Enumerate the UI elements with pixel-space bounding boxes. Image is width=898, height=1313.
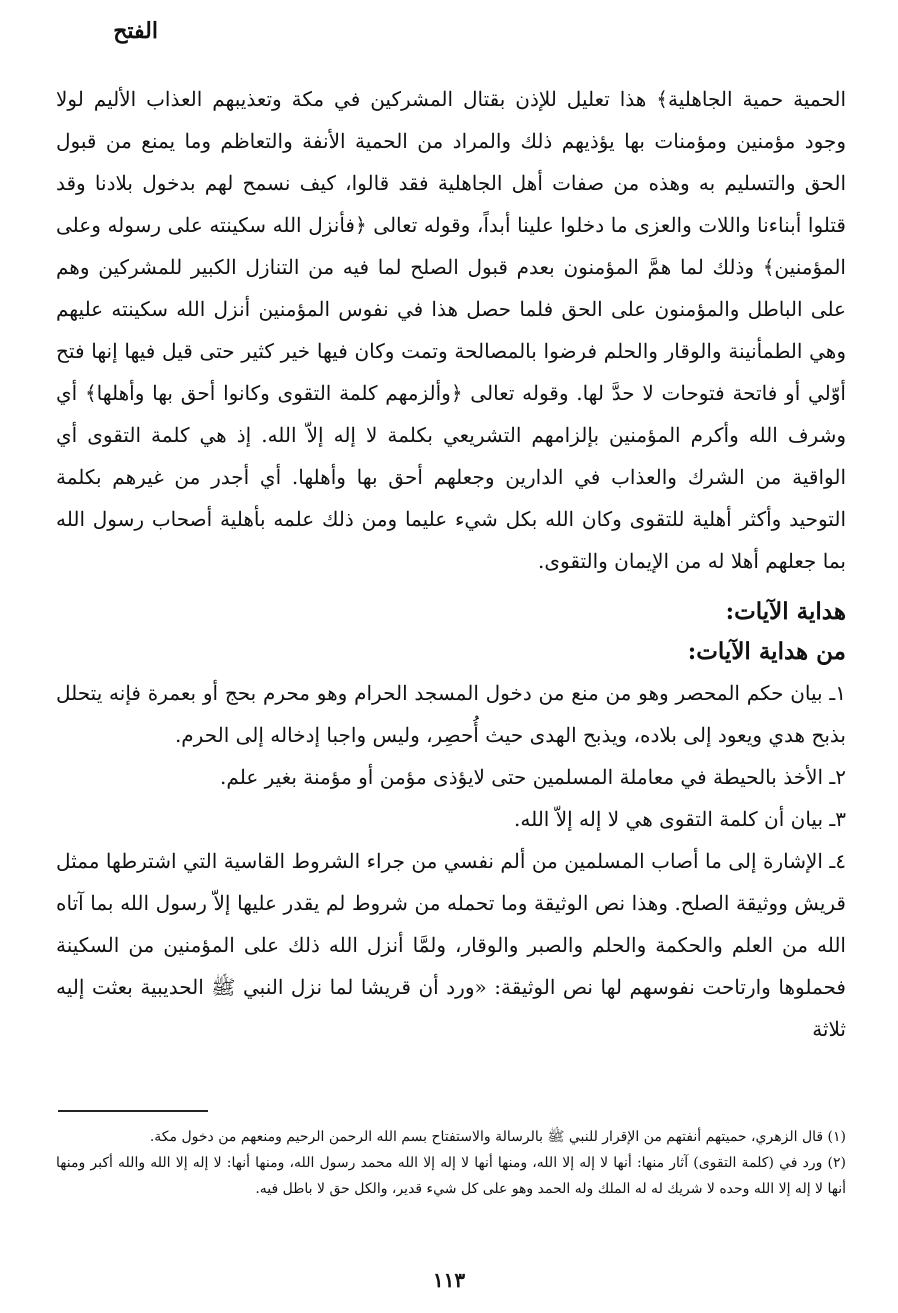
running-title: الفتح bbox=[113, 18, 158, 44]
footnote-2: (٢) ورد في (كلمة التقوى) آثار منها: أنها لا إله إلا الله، ومنها أنها لا إله إلا الله محمد رسول الله، ومنها أنها: لا إله إلا الله والله أكبر ومنها أنها لا إله إلا الله وحده لا شريك له له الملك وله الحمد وهو على كل شيء قدير، والكل حق لا باطل فيه. bbox=[56, 1155, 846, 1197]
guidance-item-4: ٤ـ الإشارة إلى ما أصاب المسلمين من ألم نفسي من جراء الشروط القاسية التي اشترطها ممثل قريش ووثيقة الصلح. وهذا نص الوثيقة وما تحمله من شروط لم يقدر عليها إلاّ رسول الله بما آتاه الله من العلم والحكمة والحلم والصبر والوقار، ولمَّا أنزل الله ذلك على المؤمنين من السكينة فحملوها وارتاحت نفوسهم لها نص الوثيقة: «ورد أن قريشا لما نزل النبي ﷺ الحديبية بعثت إليه ثلاثة bbox=[56, 849, 846, 1041]
section-heading-guidance: هداية الآيات: bbox=[725, 598, 846, 625]
guidance-item-1: ١ـ بيان حكم المحصر وهو من منع من دخول المسجد الحرام وهو محرم بحج أو بعمرة فإنه يتحلل بذبح هدي ويعود إلى بلاده، ويذبح الهدى حيث أُحصِر، وليس واجبا إدخاله إلى الحرم. bbox=[56, 681, 846, 747]
page-number: ١١٣ bbox=[432, 1268, 466, 1292]
section-subheading-guidance: من هداية الآيات: bbox=[687, 638, 846, 665]
footnote-divider bbox=[58, 1110, 208, 1112]
footnote-1: (١) قال الزهري، حميتهم أنفتهم من الإقرار للنبي ﷺ بالرسالة والاستفتاح بسم الله الرحمن الرحيم ومنعهم من دخول مكة. bbox=[149, 1129, 846, 1145]
guidance-item-3: ٣ـ بيان أن كلمة التقوى هي لا إله إلاّ الله. bbox=[514, 807, 846, 831]
main-text-block bbox=[56, 78, 846, 1050]
footnotes-block bbox=[56, 1124, 846, 1202]
guidance-item-2: ٢ـ الأخذ بالحيطة في معاملة المسلمين حتى لايؤذى مؤمن أو مؤمنة بغير علم. bbox=[220, 765, 846, 789]
commentary-paragraph: الحمية حمية الجاهلية﴾ هذا تعليل للإذن بقتال المشركين في مكة وتعذيبهم العذاب الأليم لولا وجود مؤمنين ومؤمنات بها يؤذيهم ذلك والمراد من الحمية الأنفة والتعاظم وما يمنع من قبول الحق والتسليم به وهذه من صفات أهل الجاهلية فقد قالوا، كيف نسمح لهم بدخول بلادنا وقد قتلوا أبناءنا واللات والعزى ما دخلوا علينا أبداً، وقوله تعالى ﴿فأنزل الله سكينته على رسوله وعلى المؤمنين﴾ وذلك لما همَّ المؤمنون بعدم قبول الصلح لما فيه من التنازل الكبير للمشركين وهم على الباطل والمؤمنون على الحق فلما حصل هذا في نفوس المؤمنين أنزل الله سكينته عليهم وهي الطمأنينة والوقار والحلم فرضوا بالمصالحة وتمت وكان فيها خير كثير حتى قيل فيها إنها فتح أوّلي أو فاتحة فتوحات لا حدَّ لها. وقوله تعالى ﴿وألزمهم كلمة التقوى وكانوا أحق بها وأهلها﴾ أي وشرف الله وأكرم المؤمنين بإلزامهم التشريعي بكلمة لا إله إلاّ الله. إذ هي كلمة التقوى أي الواقية من الشرك والعذاب في الدارين وجعلهم أحق بها وأهلها. أي أجدر من غيرهم بكلمة التوحيد وأكثر أهلية للتقوى وكان الله بكل شيء عليما ومن ذلك علمه بأهلية أصحاب رسول الله بما جعلهم أهلا له من الإيمان والتقوى. bbox=[56, 87, 846, 573]
